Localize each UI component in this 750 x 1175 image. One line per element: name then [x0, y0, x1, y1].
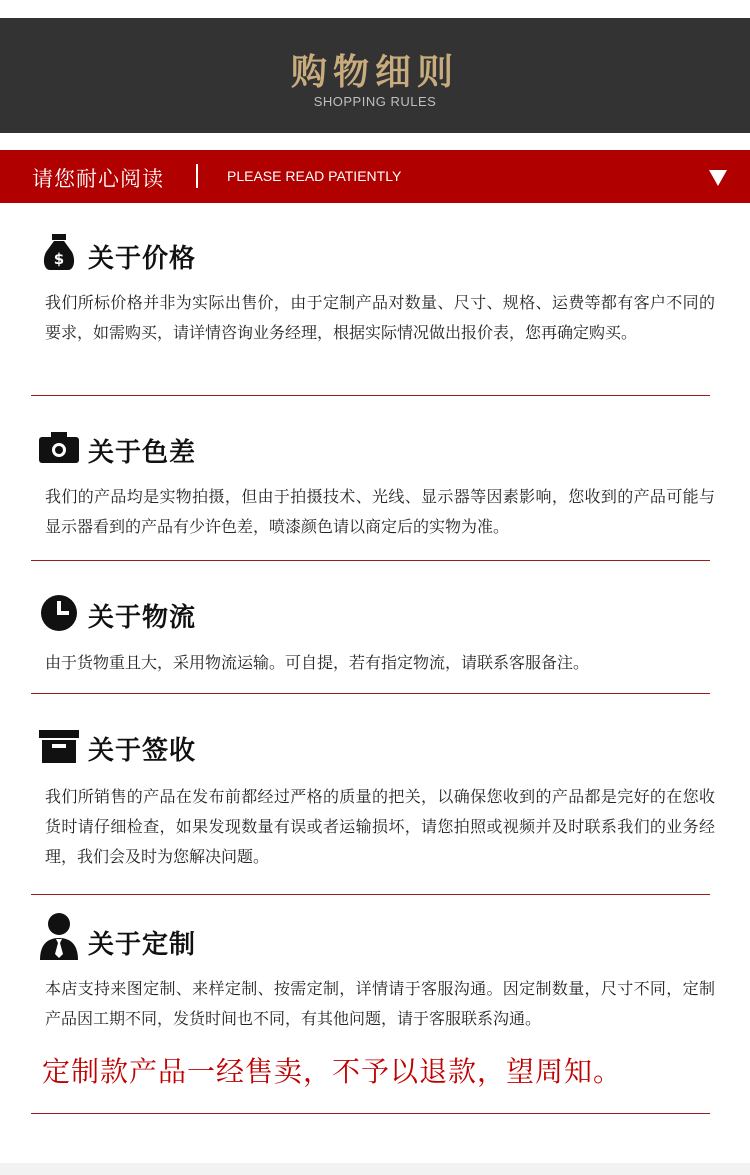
- banner-title-en: PLEASE READ PATIENTLY: [227, 168, 402, 184]
- footer-strip: [0, 1163, 750, 1175]
- read-banner: [0, 150, 750, 203]
- section-title: 关于色差: [88, 438, 197, 468]
- section-divider: [31, 560, 710, 561]
- banner-title-cn: 请您耐心阅读: [32, 167, 164, 191]
- section-body: 本店支持来图定制、来样定制、按需定制，详情请于客服沟通。因定制数量，尺寸不同，定制产品因工期不同，发货时间也不同，有其他问题，请于客服联系沟通。: [45, 979, 715, 1028]
- box-icon: [38, 725, 80, 767]
- money-bag-icon: [38, 232, 80, 274]
- section-divider: [31, 395, 710, 396]
- person-tie-icon: [38, 912, 80, 962]
- refund-notice: 定制款产品一经售卖，不予以退款，望周知。: [42, 1055, 623, 1088]
- page-title: 购物细则: [290, 52, 459, 93]
- clock-icon: [38, 592, 80, 634]
- section-title: 关于签收: [88, 736, 197, 766]
- page-header: [0, 18, 750, 133]
- section-divider: [31, 693, 710, 694]
- triangle-down-icon: [709, 170, 727, 186]
- svg-text:$: $: [53, 250, 65, 268]
- section-title: 关于价格: [88, 244, 197, 274]
- section-body: 我们的产品均是实物拍摄，但由于拍摄技术、光线、显示器等因素影响，您收到的产品可能与显示器看到的产品有少许色差，喷漆颜色请以商定后的实物为准。: [45, 487, 715, 536]
- section-title: 关于定制: [88, 930, 197, 960]
- section-divider: [31, 894, 710, 895]
- section-body: 我们所销售的产品在发布前都经过严格的质量的把关，以确保您收到的产品都是完好的在您收货时请仔细检查，如果发现数量有误或者运输损坏，请您拍照或视频并及时联系我们的业务经理，我们会及时为您解决问题。: [45, 787, 715, 866]
- camera-icon: [38, 428, 80, 470]
- section-divider: [31, 1113, 710, 1114]
- section-body: 我们所标价格并非为实际出售价，由于定制产品对数量、尺寸、规格、运费等都有客户不同的要求，如需购买，请详情咨询业务经理，根据实际情况做出报价表，您再确定购买。: [45, 293, 715, 342]
- section-title: 关于物流: [88, 603, 197, 633]
- banner-separator: [196, 164, 198, 188]
- section-body: 由于货物重且大，采用物流运输。可自提，若有指定物流，请联系客服备注。: [45, 653, 590, 672]
- page-subtitle: SHOPPING RULES: [313, 94, 437, 109]
